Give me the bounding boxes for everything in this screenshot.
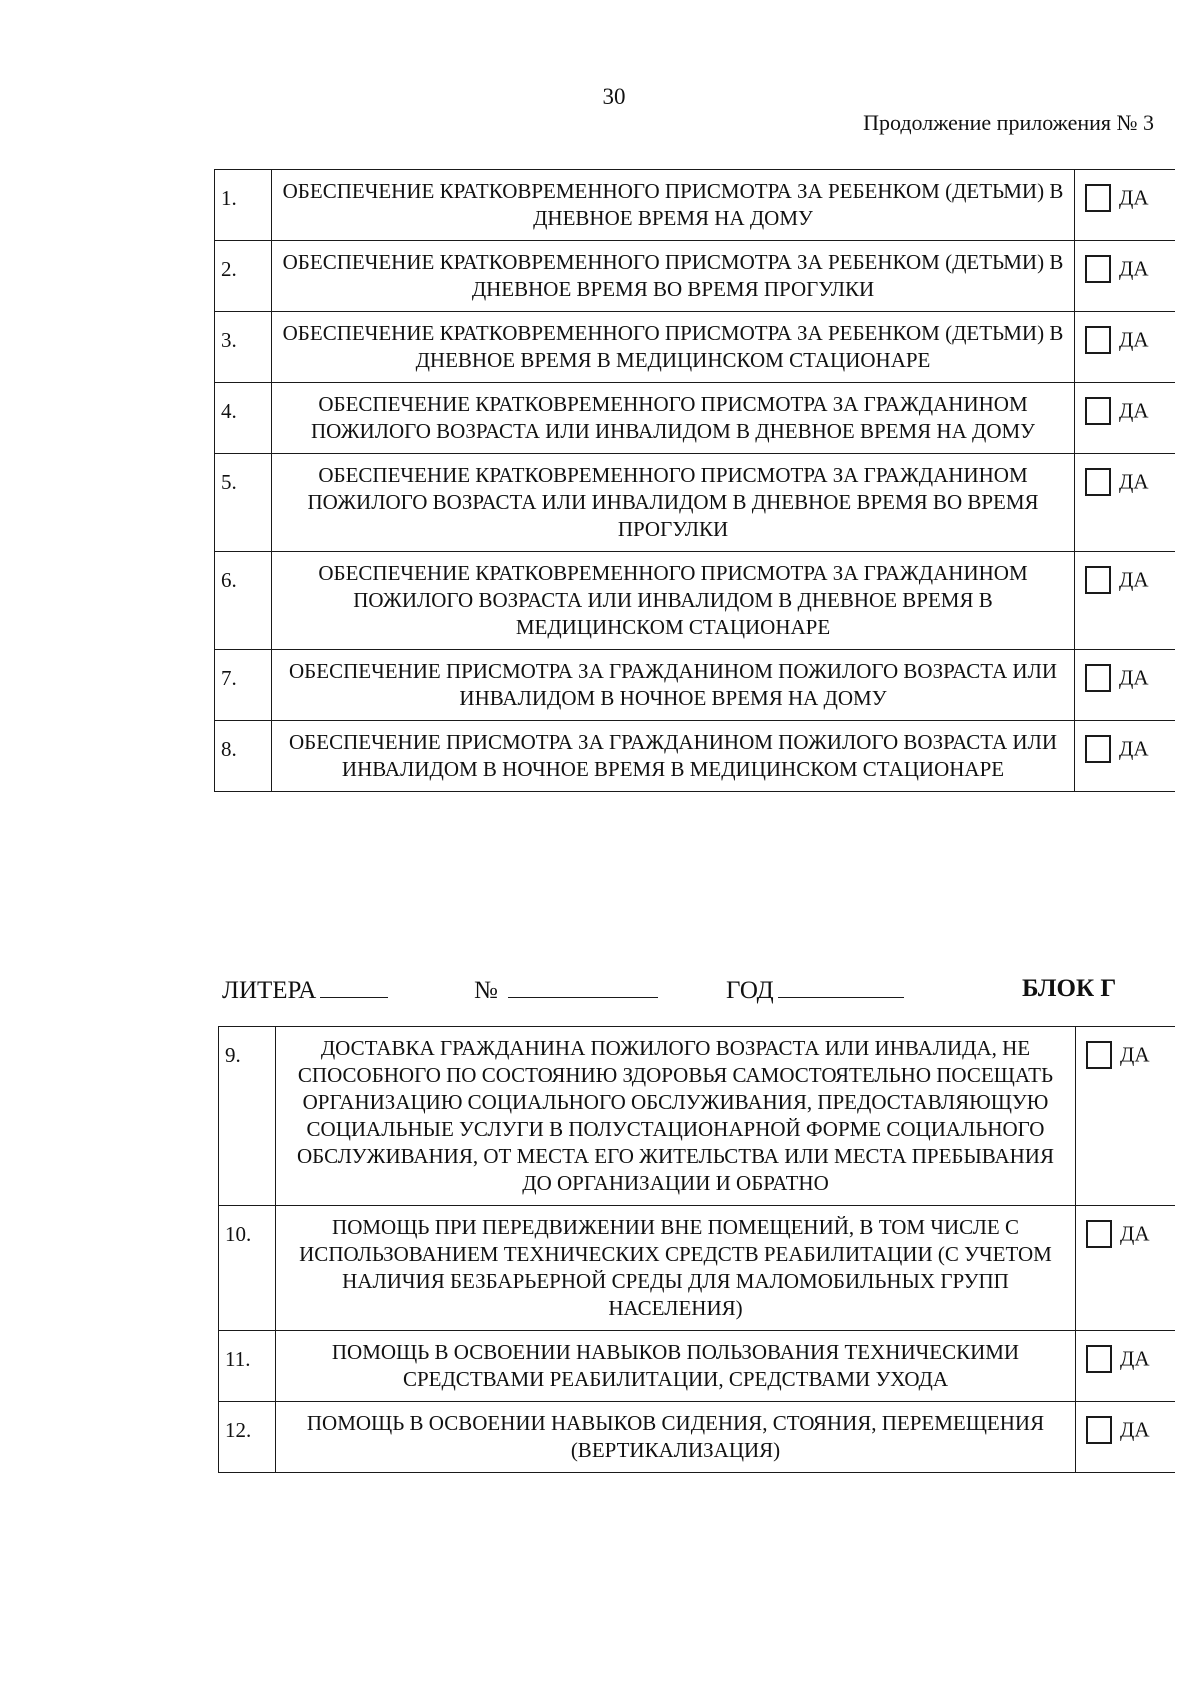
yes-checkbox[interactable] bbox=[1085, 255, 1111, 283]
yes-checkbox[interactable] bbox=[1086, 1416, 1112, 1444]
yes-label: ДА bbox=[1120, 1417, 1150, 1442]
yes-checkbox[interactable] bbox=[1085, 397, 1111, 425]
yes-label: ДА bbox=[1119, 665, 1149, 690]
yes-label: ДА bbox=[1120, 1042, 1150, 1067]
yes-checkbox[interactable] bbox=[1085, 468, 1111, 496]
service-checkbox-cell bbox=[1075, 241, 1175, 312]
yes-label: ДА bbox=[1119, 256, 1149, 281]
year-blank[interactable] bbox=[778, 975, 904, 998]
service-number: 5. bbox=[215, 454, 272, 552]
service-checkbox-cell bbox=[1076, 1331, 1175, 1402]
service-row bbox=[215, 650, 1175, 721]
litera-field bbox=[222, 975, 388, 1005]
number-field bbox=[474, 975, 658, 1005]
yes-checkbox[interactable] bbox=[1085, 566, 1111, 594]
service-number: 2. bbox=[215, 241, 272, 312]
service-number: 8. bbox=[215, 721, 272, 792]
service-row bbox=[219, 1331, 1175, 1402]
litera-label: ЛИТЕРА bbox=[222, 977, 317, 1004]
service-description: ОБЕСПЕЧЕНИЕ КРАТКОВРЕМЕННОГО ПРИСМОТРА ЗА ГРАЖДАНИНОМ ПОЖИЛОГО ВОЗРАСТА ИЛИ ИНВАЛИДОМ В ДНЕВНОЕ ВРЕМЯ ВО ВРЕМЯ ПРОГУЛКИ bbox=[272, 454, 1075, 552]
service-description: ОБЕСПЕЧЕНИЕ КРАТКОВРЕМЕННОГО ПРИСМОТРА ЗА ГРАЖДАНИНОМ ПОЖИЛОГО ВОЗРАСТА ИЛИ ИНВАЛИДОМ В ДНЕВНОЕ ВРЕМЯ НА ДОМУ bbox=[272, 383, 1075, 454]
year-field bbox=[726, 975, 904, 1005]
services-table-top bbox=[214, 169, 1175, 792]
yes-label: ДА bbox=[1119, 398, 1149, 423]
yes-label: ДА bbox=[1120, 1221, 1150, 1246]
block-header bbox=[222, 975, 1172, 1015]
yes-checkbox[interactable] bbox=[1085, 664, 1111, 692]
service-description: ПОМОЩЬ В ОСВОЕНИИ НАВЫКОВ СИДЕНИЯ, СТОЯНИЯ, ПЕРЕМЕЩЕНИЯ (ВЕРТИКАЛИЗАЦИЯ) bbox=[276, 1402, 1076, 1473]
service-row bbox=[215, 454, 1175, 552]
service-number: 7. bbox=[215, 650, 272, 721]
service-number: 6. bbox=[215, 552, 272, 650]
yes-label: ДА bbox=[1119, 185, 1149, 210]
appendix-label: Продолжение приложения № 3 bbox=[863, 110, 1154, 135]
services-table-bottom bbox=[218, 1026, 1175, 1473]
service-description: ОБЕСПЕЧЕНИЕ КРАТКОВРЕМЕННОГО ПРИСМОТРА ЗА РЕБЕНКОМ (ДЕТЬМИ) В ДНЕВНОЕ ВРЕМЯ НА ДОМУ bbox=[272, 170, 1075, 241]
year-label: ГОД bbox=[726, 977, 774, 1004]
yes-checkbox[interactable] bbox=[1086, 1220, 1112, 1248]
service-description: ОБЕСПЕЧЕНИЕ КРАТКОВРЕМЕННОГО ПРИСМОТРА ЗА РЕБЕНКОМ (ДЕТЬМИ) В ДНЕВНОЕ ВРЕМЯ В МЕДИЦИНСКОМ СТАЦИОНАРЕ bbox=[272, 312, 1075, 383]
service-row bbox=[219, 1027, 1175, 1206]
number-label: № bbox=[474, 977, 498, 1004]
service-description: ОБЕСПЕЧЕНИЕ ПРИСМОТРА ЗА ГРАЖДАНИНОМ ПОЖИЛОГО ВОЗРАСТА ИЛИ ИНВАЛИДОМ В НОЧНОЕ ВРЕМЯ НА ДОМУ bbox=[272, 650, 1075, 721]
yes-checkbox[interactable] bbox=[1086, 1041, 1112, 1069]
block-title: БЛОК Г bbox=[1022, 975, 1117, 1002]
service-checkbox-cell bbox=[1075, 552, 1175, 650]
yes-checkbox[interactable] bbox=[1085, 184, 1111, 212]
service-checkbox-cell bbox=[1075, 170, 1175, 241]
page-number: 30 bbox=[602, 84, 626, 109]
yes-checkbox[interactable] bbox=[1085, 326, 1111, 354]
service-row bbox=[219, 1402, 1175, 1473]
service-number: 1. bbox=[215, 170, 272, 241]
service-checkbox-cell bbox=[1075, 650, 1175, 721]
service-row bbox=[215, 312, 1175, 383]
service-row bbox=[215, 721, 1175, 792]
service-row bbox=[215, 170, 1175, 241]
service-checkbox-cell bbox=[1075, 383, 1175, 454]
service-checkbox-cell bbox=[1075, 721, 1175, 792]
service-checkbox-cell bbox=[1075, 454, 1175, 552]
litera-blank[interactable] bbox=[320, 975, 388, 998]
yes-label: ДА bbox=[1119, 736, 1149, 761]
service-checkbox-cell bbox=[1076, 1206, 1175, 1331]
service-checkbox-cell bbox=[1076, 1027, 1175, 1206]
service-description: ОБЕСПЕЧЕНИЕ КРАТКОВРЕМЕННОГО ПРИСМОТРА ЗА РЕБЕНКОМ (ДЕТЬМИ) В ДНЕВНОЕ ВРЕМЯ ВО ВРЕМЯ ПРОГУЛКИ bbox=[272, 241, 1075, 312]
service-number: 9. bbox=[219, 1027, 276, 1206]
yes-label: ДА bbox=[1120, 1346, 1150, 1371]
service-row bbox=[219, 1206, 1175, 1331]
service-number: 11. bbox=[219, 1331, 276, 1402]
yes-checkbox[interactable] bbox=[1086, 1345, 1112, 1373]
service-number: 3. bbox=[215, 312, 272, 383]
service-row bbox=[215, 552, 1175, 650]
service-number: 12. bbox=[219, 1402, 276, 1473]
yes-label: ДА bbox=[1119, 469, 1149, 494]
service-description: ДОСТАВКА ГРАЖДАНИНА ПОЖИЛОГО ВОЗРАСТА ИЛИ ИНВАЛИДА, НЕ СПОСОБНОГО ПО СОСТОЯНИЮ ЗДОРОВЬЯ САМОСТОЯТЕЛЬНО ПОСЕЩАТЬ ОРГАНИЗАЦИЮ СОЦИАЛЬНОГО ОБСЛУЖИВАНИЯ, ПРЕДОСТАВЛЯЮЩУЮ СОЦИАЛЬНЫЕ УСЛУГИ В ПОЛУСТАЦИОНАРНОЙ ФОРМЕ СОЦИАЛЬНОГО ОБСЛУЖИВАНИЯ, ОТ МЕСТА ЕГО ЖИТЕЛЬСТВА ИЛИ МЕСТА ПРЕБЫВАНИЯ ДО ОРГАНИЗАЦИИ И ОБРАТНО bbox=[276, 1027, 1076, 1206]
service-row bbox=[215, 383, 1175, 454]
service-description: ОБЕСПЕЧЕНИЕ ПРИСМОТРА ЗА ГРАЖДАНИНОМ ПОЖИЛОГО ВОЗРАСТА ИЛИ ИНВАЛИДОМ В НОЧНОЕ ВРЕМЯ В МЕДИЦИНСКОМ СТАЦИОНАРЕ bbox=[272, 721, 1075, 792]
service-description: ОБЕСПЕЧЕНИЕ КРАТКОВРЕМЕННОГО ПРИСМОТРА ЗА ГРАЖДАНИНОМ ПОЖИЛОГО ВОЗРАСТА ИЛИ ИНВАЛИДОМ В ДНЕВНОЕ ВРЕМЯ В МЕДИЦИНСКОМ СТАЦИОНАРЕ bbox=[272, 552, 1075, 650]
service-row bbox=[215, 241, 1175, 312]
yes-label: ДА bbox=[1119, 567, 1149, 592]
service-number: 10. bbox=[219, 1206, 276, 1331]
yes-label: ДА bbox=[1119, 327, 1149, 352]
service-description: ПОМОЩЬ В ОСВОЕНИИ НАВЫКОВ ПОЛЬЗОВАНИЯ ТЕХНИЧЕСКИМИ СРЕДСТВАМИ РЕАБИЛИТАЦИИ, СРЕДСТВАМИ УХОДА bbox=[276, 1331, 1076, 1402]
service-checkbox-cell bbox=[1075, 312, 1175, 383]
service-description: ПОМОЩЬ ПРИ ПЕРЕДВИЖЕНИИ ВНЕ ПОМЕЩЕНИЙ, В ТОМ ЧИСЛЕ С ИСПОЛЬЗОВАНИЕМ ТЕХНИЧЕСКИХ СРЕДСТВ РЕАБИЛИТАЦИИ (С УЧЕТОМ НАЛИЧИЯ БЕЗБАРЬЕРНОЙ СРЕДЫ ДЛЯ МАЛОМОБИЛЬНЫХ ГРУПП НАСЕЛЕНИЯ) bbox=[276, 1206, 1076, 1331]
service-checkbox-cell bbox=[1076, 1402, 1175, 1473]
service-number: 4. bbox=[215, 383, 272, 454]
number-blank[interactable] bbox=[508, 975, 658, 998]
yes-checkbox[interactable] bbox=[1085, 735, 1111, 763]
